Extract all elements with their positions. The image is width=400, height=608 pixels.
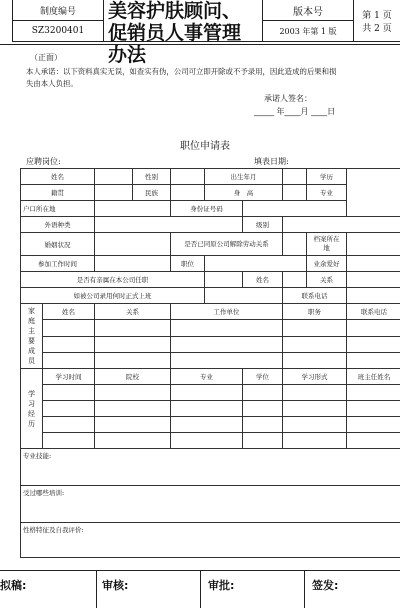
table-row [21,304,400,320]
approve-label: 审批: [208,579,235,592]
study-header-major: 专业 [171,369,243,385]
level-label: 级别 [243,217,283,233]
language-label: 外语种类 [21,217,95,233]
education-label: 学历 [307,169,347,185]
table-row [21,185,400,201]
study-header-time: 学习时间 [43,369,95,385]
height-field[interactable] [283,185,307,201]
signer-label: 承诺人签名： [264,94,312,103]
fill-date-label: 填表日期: [254,157,289,166]
origin-field[interactable] [95,185,133,201]
table-row[interactable] [21,401,400,417]
personality-area[interactable] [21,523,400,558]
page-total: 共 2 页 [362,23,392,34]
hukou-label: 户口所在地 [21,201,95,217]
table-row[interactable] [21,385,400,401]
table-row[interactable] [21,417,400,433]
id-field[interactable] [243,201,347,217]
work-time-field[interactable] [95,256,171,272]
front-note: （正面） [30,53,62,62]
review-label: 审核: [102,579,129,592]
rel-name-field[interactable] [283,272,307,288]
start-date-field[interactable] [205,288,283,304]
table-row [21,288,400,304]
work-time-label: 参加工作时间 [21,256,95,272]
version-value-cell: 2003 年第 1 版 [262,20,354,42]
name-label: 姓名 [21,169,95,185]
training-area[interactable] [21,486,400,523]
family-header-phone: 联系电话 [347,304,400,320]
code-label-cell: 制度编号 [12,0,104,21]
document-title-cell [103,0,263,66]
page-current: 第 1 页 [362,10,392,21]
skills-area[interactable] [21,449,400,486]
family-header-name: 姓名 [43,304,95,320]
promise-line-2: 失由本人负担。 [26,79,78,88]
ethnic-field[interactable] [171,185,205,201]
code-value-cell: SZ3200401 [12,20,104,42]
table-row [21,217,400,233]
study-header-school: 院校 [95,369,171,385]
table-row [21,256,400,272]
birth-label: 出生年月 [205,169,283,185]
birth-field[interactable] [283,169,307,185]
sign-label: 签发: [312,579,339,592]
training-label: 受过哪些培训: [23,489,65,497]
form-title: 职位申请表 [180,141,230,152]
height-label: 身 高 [205,185,283,201]
origin-label: 籍贯 [21,185,95,201]
family-header-title: 职务 [283,304,347,320]
major-label: 专业 [307,185,347,201]
phone-label: 联系电话 [283,288,347,304]
level-field[interactable] [283,217,400,233]
family-section-label: 家庭主要成员 [21,304,43,369]
document-title: 美容护肤顾问、促销员人事管理办法 [108,0,242,66]
table-row [21,486,400,523]
draft-label: 拟稿: [0,579,27,592]
archive-label: 档案所在地 [307,233,347,256]
hobby-label: 业余爱好 [307,256,347,272]
table-row [21,201,400,217]
table-row [21,272,400,288]
table-row[interactable] [21,320,400,336]
personality-label: 性格特征及自我评价: [23,526,84,534]
marital-label: 婚姻状况 [21,233,95,256]
position-label: 职位 [171,256,205,272]
table-row[interactable] [21,433,400,449]
start-date-label: 如被公司录用何时正式上班 [21,288,205,304]
relation-label: 关系 [307,272,347,288]
table-row [21,369,400,385]
study-section-label: 学习经历 [21,369,43,449]
sig-divider [200,570,201,608]
study-header-teacher: 班主任姓名 [347,369,400,385]
table-row [21,233,400,256]
marital-field[interactable] [95,233,171,256]
hukou-field[interactable] [95,201,171,217]
contract-label: 是否已同原公司解除劳动关系 [171,233,283,256]
apply-position-label: 应聘岗位: [26,157,61,166]
rel-name-label: 姓名 [243,272,283,288]
family-header-relation: 关系 [95,304,171,320]
name-field[interactable] [95,169,133,185]
relatives-label: 是否有亲属在本公司任职 [21,272,205,288]
study-header-degree: 学位 [243,369,283,385]
gender-field[interactable] [171,169,205,185]
relatives-field[interactable] [205,272,243,288]
table-row [21,449,400,486]
version-label-cell: 版本号 [262,0,354,21]
skills-label: 专业技能: [23,452,52,460]
header-divider [0,44,400,45]
id-label: 身份证号码 [171,201,243,217]
family-header-employer: 工作单位 [171,304,283,320]
language-field[interactable] [95,217,243,233]
table-row [21,523,400,558]
sig-divider [304,570,305,608]
application-form [20,168,400,558]
phone-field[interactable] [347,288,400,304]
table-row[interactable] [21,336,400,352]
position-field[interactable] [205,256,307,272]
study-header-form: 学习形式 [283,369,347,385]
archive-field[interactable] [347,233,400,256]
contract-field[interactable] [283,233,307,256]
table-row[interactable] [21,352,400,368]
gender-label: 性别 [133,169,171,185]
photo-cell [347,169,400,217]
relation-field[interactable] [347,272,400,288]
ethnic-label: 民族 [133,185,171,201]
table-row [21,169,400,185]
page-info-cell [353,0,400,42]
promise-line-1: 本人承诺：以下资料真实无误，如查实有伪，公司可立即开除或不予录用，因此造成的后果和损 [26,67,337,76]
sig-divider [96,570,97,608]
date-line: _____ 年____月 ____日 [254,107,336,116]
hobby-field[interactable] [347,256,400,272]
